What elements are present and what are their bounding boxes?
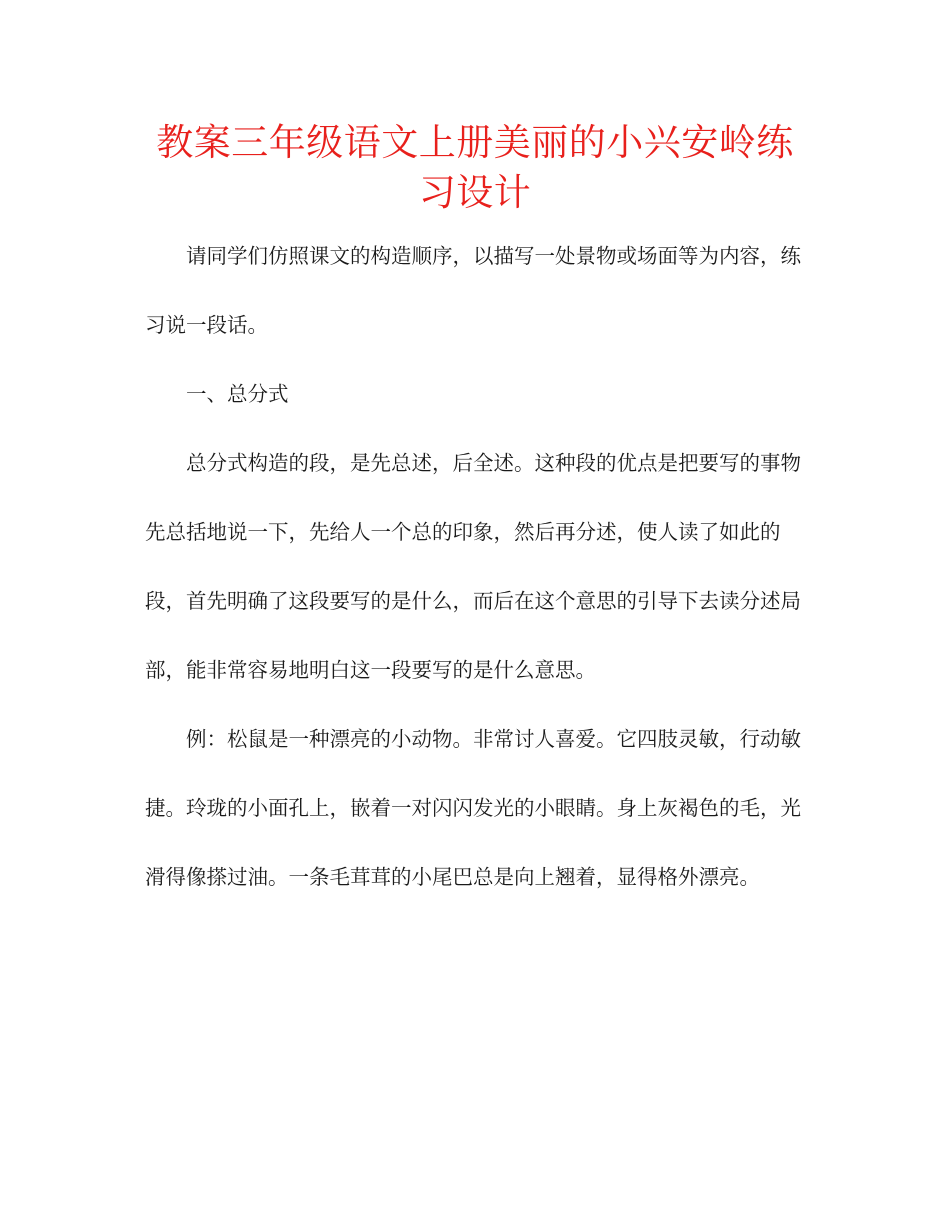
document-title: 教案三年级语文上册美丽的小兴安岭练习设计	[156, 121, 794, 214]
paragraph-instruction: 请同学们仿照课文的构造顺序，以描写一处景物或场面等为内容，练习说一段话。	[145, 244, 801, 337]
section-heading: 一、总分式	[186, 382, 289, 406]
document-body	[145, 222, 805, 912]
paragraph-explanation: 总分式构造的段，是先总述，后全述。这种段的优点是把要写的事物先总括地说一下，先给人一个总的印象，然后再分述，使人读了如此的段，首先明确了这段要写的是什么，而后在这个意思的引导下去读分述局部，能非常容易地明白这一段要写的是什么意思。	[145, 451, 801, 682]
paragraph-example: 例：松鼠是一种漂亮的小动物。非常讨人喜爱。它四肢灵敏，行动敏捷。玲珑的小面孔上，嵌着一对闪闪发光的小眼睛。身上灰褐色的毛，光滑得像搽过油。一条毛茸茸的小尾巴总是向上翘着，显得格外漂亮。	[145, 727, 801, 889]
